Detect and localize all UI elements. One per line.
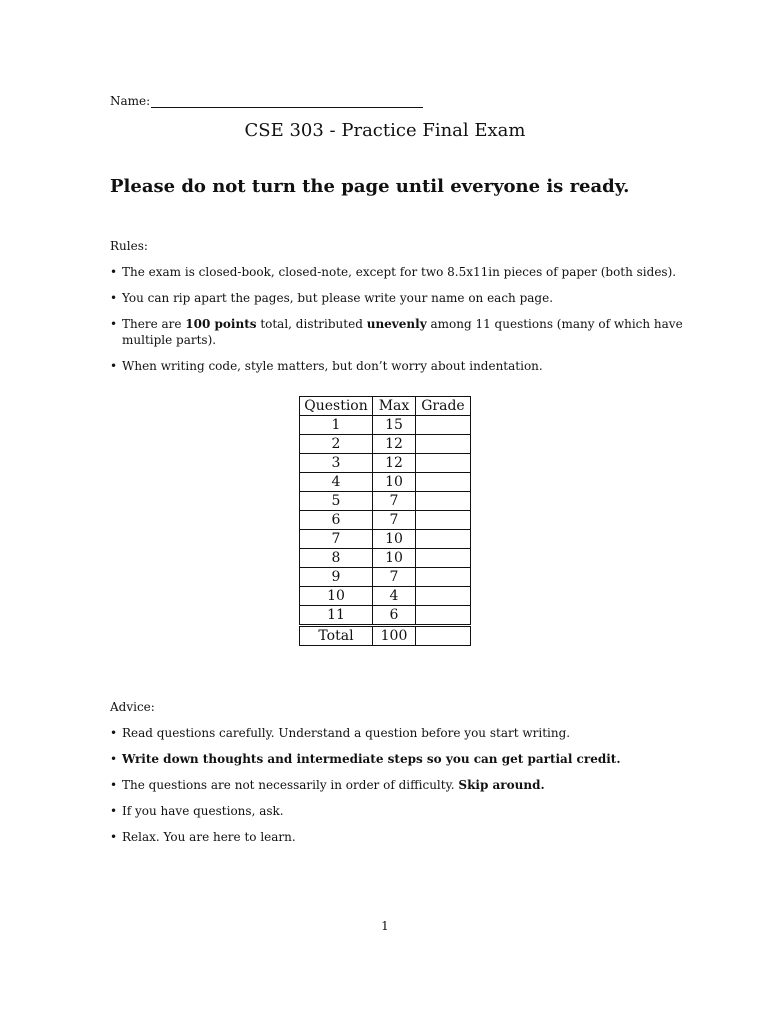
rules-label: Rules: [110, 239, 148, 253]
question-number: 9 [300, 568, 373, 587]
max-points: 7 [373, 492, 416, 511]
grade-table [299, 396, 471, 646]
grade-cell[interactable] [416, 473, 471, 492]
advice-item [110, 751, 690, 767]
question-number: 4 [300, 473, 373, 492]
rule-text: You can rip apart the pages, but please write your name on each page. [122, 291, 554, 305]
advice-bold-text: Write down thoughts and intermediate steps so you can get partial credit. [122, 752, 621, 766]
max-points: 6 [373, 606, 416, 626]
grade-cell[interactable] [416, 568, 471, 587]
question-number: 7 [300, 530, 373, 549]
question-number: 10 [300, 587, 373, 606]
grade-cell[interactable] [416, 416, 471, 435]
question-number: 2 [300, 435, 373, 454]
table-row [300, 568, 471, 587]
table-row [300, 435, 471, 454]
total-label: Total [300, 626, 373, 646]
table-row [300, 454, 471, 473]
rule-text: There are [122, 317, 186, 331]
name-field-row [110, 93, 423, 108]
question-number: 6 [300, 511, 373, 530]
rule-text: When writing code, style matters, but don’t worry about indentation. [122, 359, 543, 373]
advice-item [110, 803, 690, 819]
rule-bold-unevenly: unevenly [366, 317, 427, 331]
name-blank-line [151, 93, 423, 108]
table-row [300, 492, 471, 511]
table-row [300, 530, 471, 549]
table-row [300, 511, 471, 530]
max-points: 15 [373, 416, 416, 435]
table-row [300, 549, 471, 568]
table-row [300, 606, 471, 626]
rule-item [110, 290, 690, 306]
table-total-row [300, 626, 471, 646]
advice-item [110, 777, 690, 793]
exam-instruction-heading: Please do not turn the page until everyone is ready. [110, 176, 630, 197]
max-points: 7 [373, 511, 416, 530]
grade-table-header [300, 397, 471, 416]
rule-item [110, 358, 690, 374]
max-points: 10 [373, 530, 416, 549]
exam-title: CSE 303 - Practice Final Exam [244, 120, 526, 141]
total-grade-cell[interactable] [416, 626, 471, 646]
question-number: 8 [300, 549, 373, 568]
max-points: 4 [373, 587, 416, 606]
table-row [300, 473, 471, 492]
grade-cell[interactable] [416, 606, 471, 626]
advice-item [110, 829, 690, 845]
advice-bold-text: Skip around. [458, 778, 545, 792]
grade-cell[interactable] [416, 435, 471, 454]
grade-cell[interactable] [416, 530, 471, 549]
advice-label: Advice: [110, 700, 155, 714]
rule-text: The exam is closed-book, closed-note, except for two 8.5x11in pieces of paper (both sides). [122, 265, 677, 279]
grade-cell[interactable] [416, 511, 471, 530]
total-max: 100 [373, 626, 416, 646]
grade-cell[interactable] [416, 549, 471, 568]
advice-item [110, 725, 690, 741]
rule-bold-points: 100 points [185, 317, 257, 331]
rules-list [110, 264, 690, 384]
max-points: 7 [373, 568, 416, 587]
advice-text: If you have questions, ask. [122, 804, 284, 818]
advice-text: Read questions carefully. Understand a question before you start writing. [122, 726, 571, 740]
header-max: Max [373, 397, 416, 416]
advice-list [110, 725, 690, 855]
grade-cell[interactable] [416, 587, 471, 606]
max-points: 12 [373, 454, 416, 473]
max-points: 10 [373, 549, 416, 568]
advice-text: The questions are not necessarily in order of difficulty. [122, 778, 459, 792]
rule-text: among 11 questions (many of which have multiple parts). [122, 317, 683, 347]
table-row [300, 416, 471, 435]
rule-item [110, 264, 690, 280]
rule-item [110, 316, 690, 348]
question-number: 5 [300, 492, 373, 511]
grade-cell[interactable] [416, 492, 471, 511]
name-label: Name: [110, 94, 151, 108]
page-number: 1 [381, 919, 389, 933]
table-row [300, 587, 471, 606]
max-points: 12 [373, 435, 416, 454]
max-points: 10 [373, 473, 416, 492]
question-number: 11 [300, 606, 373, 626]
advice-text: Relax. You are here to learn. [122, 830, 296, 844]
header-grade: Grade [416, 397, 471, 416]
rule-text: total, distributed [256, 317, 367, 331]
grade-cell[interactable] [416, 454, 471, 473]
question-number: 3 [300, 454, 373, 473]
header-question: Question [300, 397, 373, 416]
question-number: 1 [300, 416, 373, 435]
